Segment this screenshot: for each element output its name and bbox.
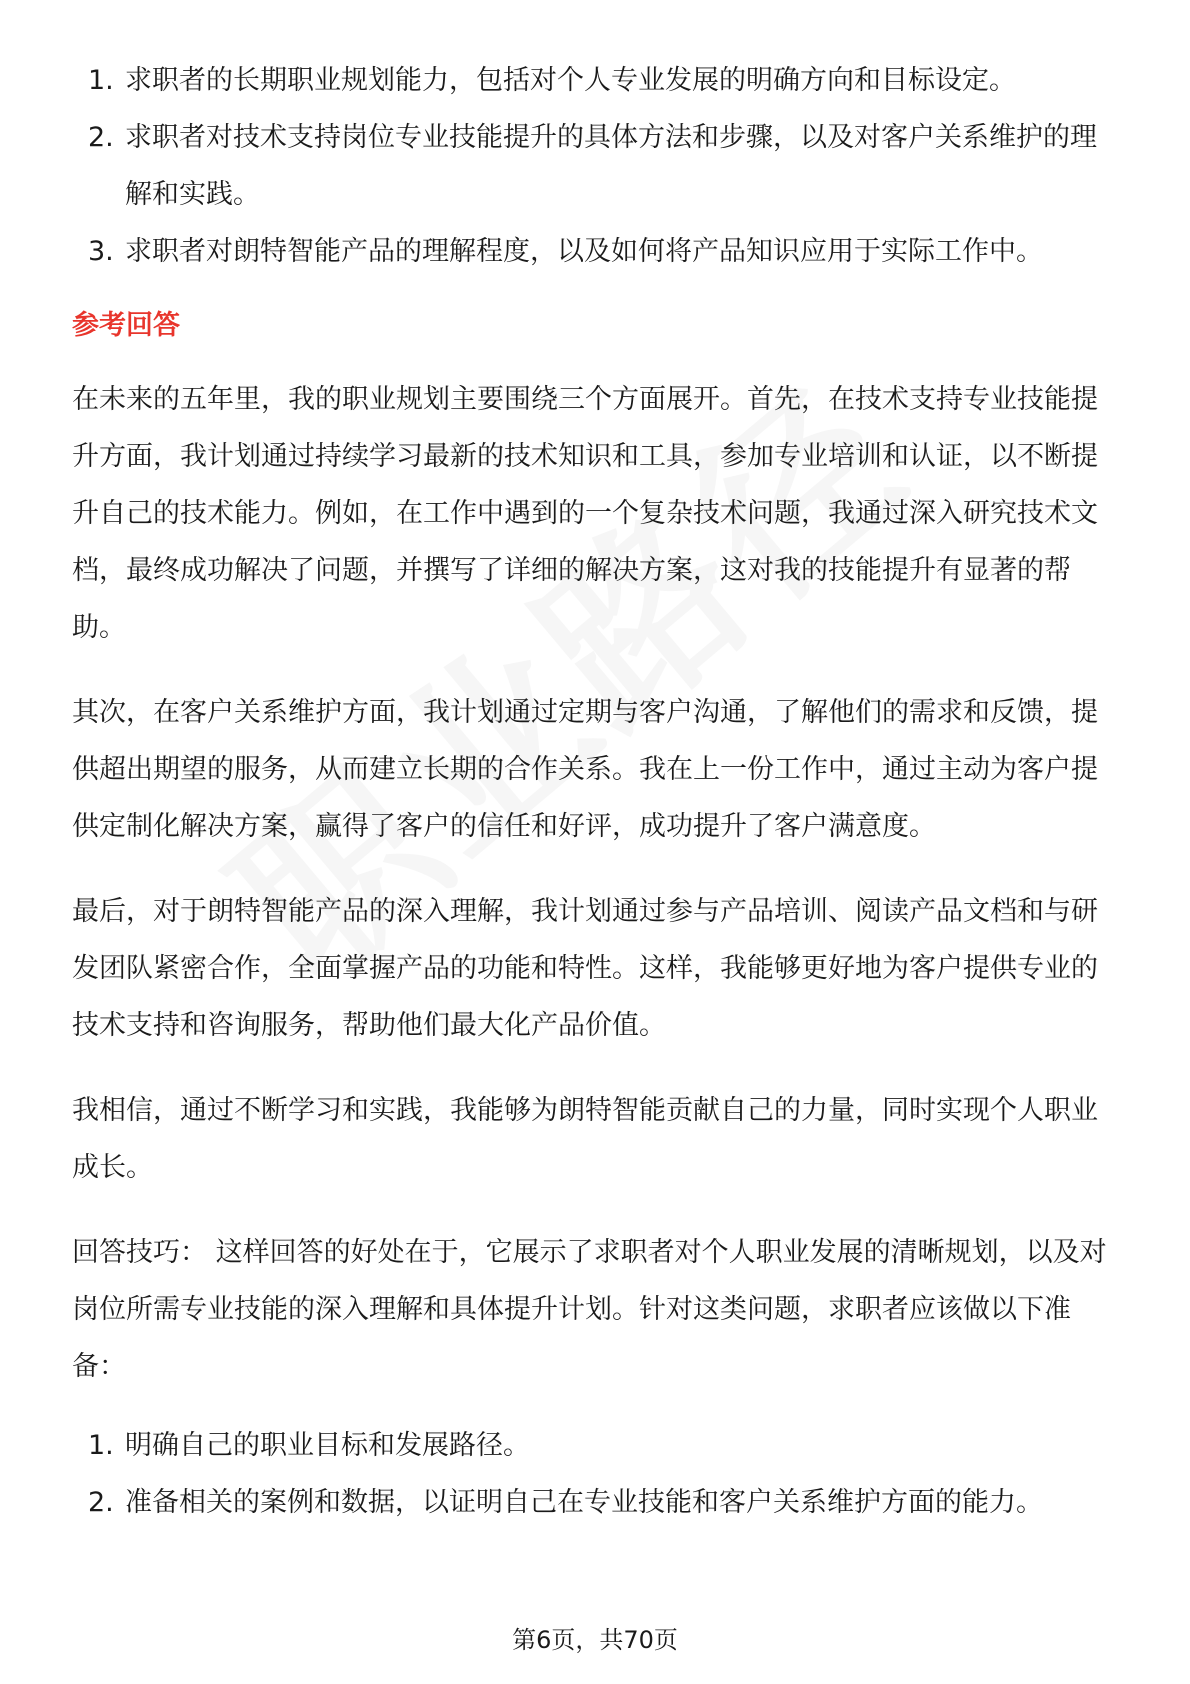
- list-item-text: 求职者的长期职业规划能力，包括对个人专业发展的明确方向和目标设定。: [125, 65, 1016, 96]
- answer-paragraph: 在未来的五年里，我的职业规划主要围绕三个方面展开。首先，在技术支持专业技能提升方面，我计划通过持续学习最新的技术知识和工具，参加专业培训和认证，以不断提升自己的技术能力。例如，在工作中遇到的一个复杂技术问题，我通过深入研究技术文档，最终成功解决了问题，并撰写了详细的解决方案，这对我的技能提升有显著的帮助。: [72, 384, 1098, 643]
- list-item-text: 求职者对技术支持岗位专业技能提升的具体方法和步骤，以及对客户关系维护的理解和实践。: [125, 122, 1097, 210]
- list-item: [72, 109, 1122, 223]
- answer-tips: 回答技巧： 这样回答的好处在于，它展示了求职者对个人职业发展的清晰规划，以及对岗位所需专业技能的深入理解和具体提升计划。针对这类问题，求职者应该做以下准备：: [72, 1237, 1107, 1382]
- answer-paragraph: 其次，在客户关系维护方面，我计划通过定期与客户沟通，了解他们的需求和反馈，提供超出期望的服务，从而建立长期的合作关系。我在上一份工作中，通过主动为客户提供定制化解决方案，赢得了客户的信任和好评，成功提升了客户满意度。: [72, 697, 1098, 842]
- question-points-list: [72, 52, 1122, 280]
- list-item-text: 准备相关的案例和数据，以证明自己在专业技能和客户关系维护方面的能力。: [125, 1487, 1043, 1518]
- list-number: 2.: [88, 122, 114, 153]
- list-number: 1.: [88, 65, 114, 96]
- answer-heading: 参考回答: [72, 310, 180, 341]
- page-content: [72, 52, 1122, 1531]
- list-number: 1.: [88, 1430, 114, 1461]
- answer-paragraph: 最后，对于朗特智能产品的深入理解，我计划通过参与产品培训、阅读产品文档和与研发团队紧密合作，全面掌握产品的功能和特性。这样，我能够更好地为客户提供专业的技术支持和咨询服务，帮助他们最大化产品价值。: [72, 896, 1098, 1041]
- list-item: [72, 1474, 1122, 1531]
- list-number: 3.: [88, 236, 114, 267]
- preparation-list: [72, 1417, 1122, 1531]
- answer-paragraph: 我相信，通过不断学习和实践，我能够为朗特智能贡献自己的力量，同时实现个人职业成长。: [72, 1095, 1098, 1183]
- list-number: 2.: [88, 1487, 114, 1518]
- list-item: [72, 223, 1122, 280]
- list-item: [72, 1417, 1122, 1474]
- list-item-text: 明确自己的职业目标和发展路径。: [125, 1430, 530, 1461]
- list-item-text: 求职者对朗特智能产品的理解程度，以及如何将产品知识应用于实际工作中。: [125, 236, 1043, 267]
- list-item: [72, 52, 1122, 109]
- page-footer: 第6页，共70页: [512, 1626, 678, 1654]
